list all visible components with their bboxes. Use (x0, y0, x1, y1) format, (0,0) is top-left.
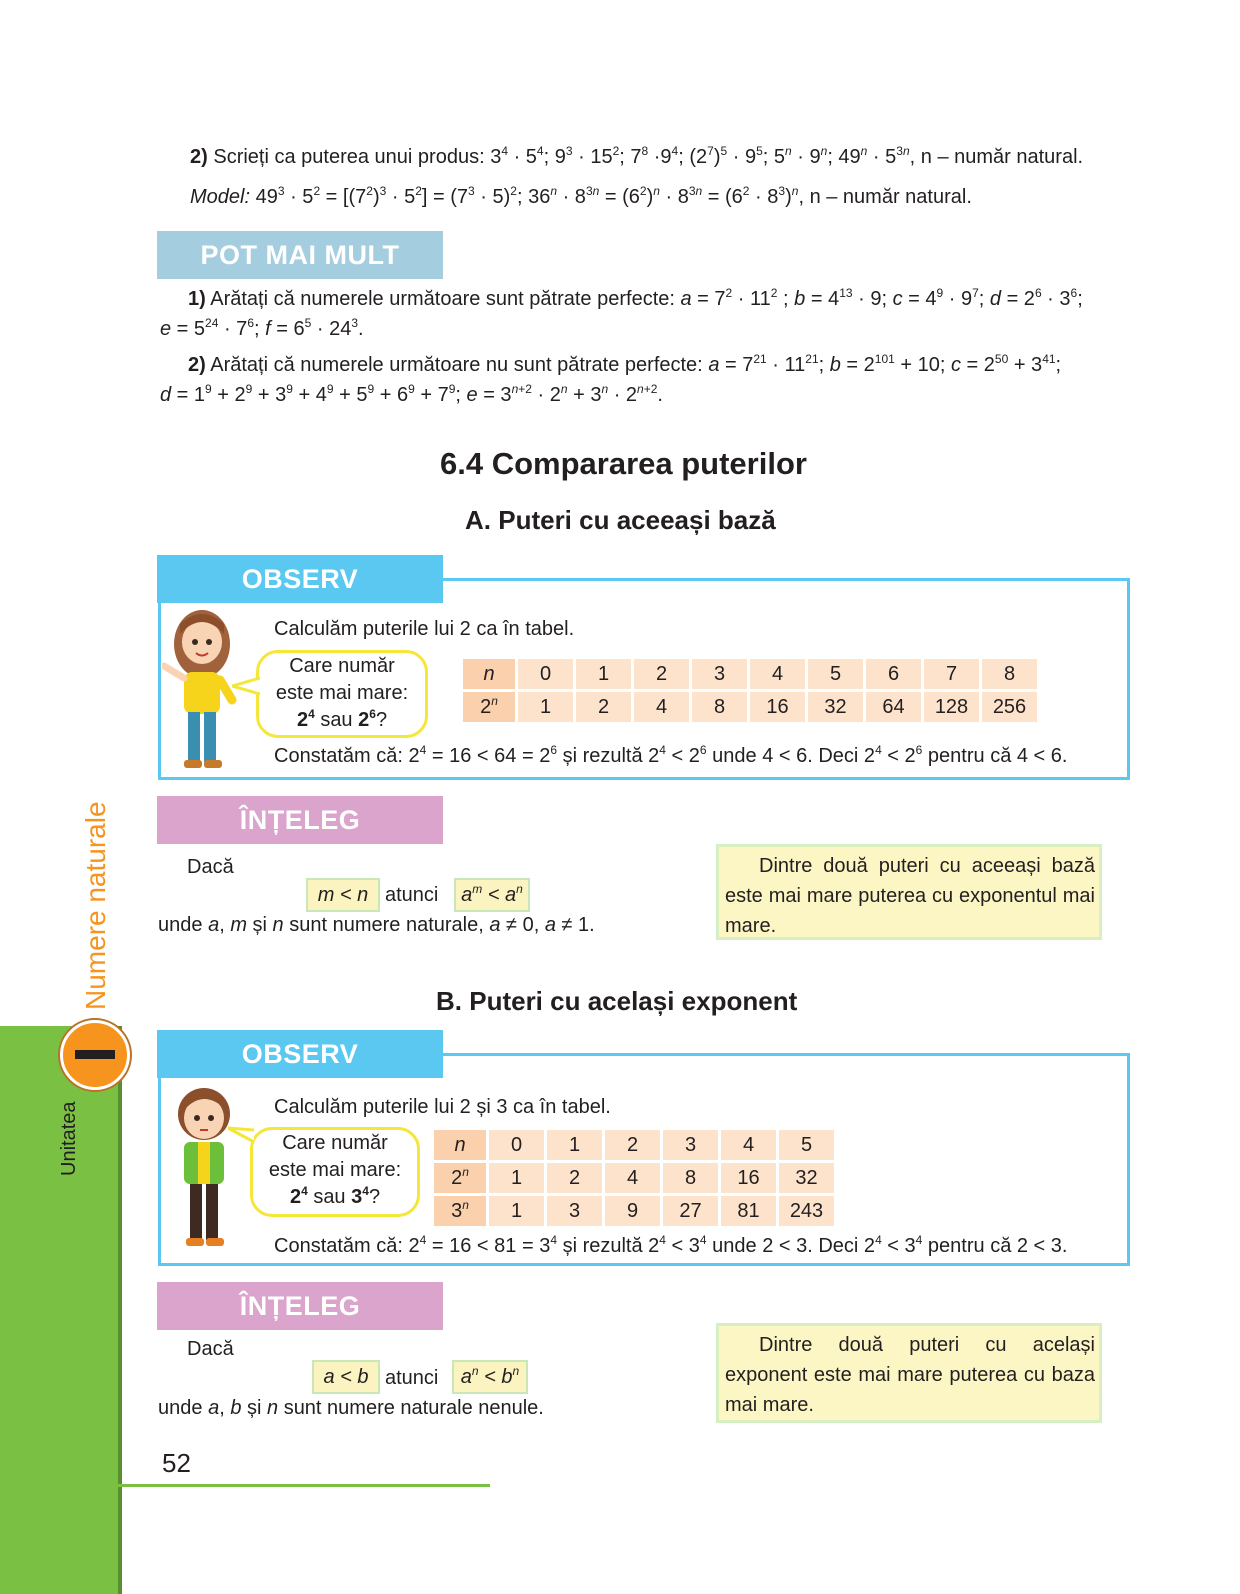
table-cell: 128 (924, 692, 979, 722)
girl-illustration (162, 604, 242, 772)
table-row (463, 659, 1037, 689)
table-row (434, 1130, 834, 1160)
model-line: Model: $49^3 \cdot 5^2 = [(7^2)^3 \cdot 5^2] = (7^3 \cdot 5)^2$; $36^n \cdot 8^{3n} = (6^2)^n \cdot 8^{3n} = (6^2 \cdot 8^3)^n$, n – număr natural. (190, 184, 972, 208)
table-cell: 2 (576, 692, 631, 722)
table-cell: 256 (982, 692, 1037, 722)
table-row (434, 1163, 834, 1193)
inteleg-a-daca: Dacă (187, 856, 234, 878)
table-cell: 2$^n$ (434, 1163, 486, 1193)
table-cell: 243 (779, 1196, 834, 1226)
table-cell: 5 (779, 1130, 834, 1160)
inteleg-a-atunci: atunci (385, 884, 439, 906)
table-cell: 1 (518, 692, 573, 722)
observ-b-conclusion: Constatăm că: $2^4 = 16 < 81 = 3^4$ și rezultă $2^4 < 3^4$ unde 2 < 3. Deci $2^4 < 3^4$ pentru că 2 < 3. (274, 1233, 1068, 1257)
table-cell: 2 (547, 1163, 602, 1193)
inteleg-a-result: $a^m < a^n$ (454, 878, 530, 912)
table-cell: 3 (547, 1196, 602, 1226)
section-title: 6.4 Compararea puterilor (440, 446, 807, 481)
table-cell: 16 (750, 692, 805, 722)
table-cell: 4 (750, 659, 805, 689)
observ-b-bubble: Care număr este mai mare: $2^4$ sau $3^4$? (250, 1127, 420, 1217)
table-cell: 1 (547, 1130, 602, 1160)
powers-of-2-and-3-table (431, 1127, 837, 1229)
table-cell: 27 (663, 1196, 718, 1226)
pmm-ex1-cont: $e = 5^{24} \cdot 7^6$; $f = 6^5 \cdot 24^3$. (160, 316, 364, 340)
table-cell: 6 (866, 659, 921, 689)
observ-b-banner: OBSERV (157, 1030, 443, 1078)
table-cell: 8 (982, 659, 1037, 689)
table-cell: 2$^n$ (463, 692, 515, 722)
subsection-a: A. Puteri cu aceeași bază (465, 505, 776, 535)
inteleg-a-rule: Dintre două puteri cu aceeași bază este mai mare puterea cu exponentul mai mare. (716, 844, 1102, 940)
pmm-ex2-cont: $d = 1^9 + 2^9 + 3^9 + 4^9 + 5^9 + 6^9 + 7^9$; $e = 3^{n+2} \cdot 2^n + 3^n \cdot 2^{n+2}$. (160, 382, 663, 406)
table-cell: 0 (489, 1130, 544, 1160)
table-cell: 7 (924, 659, 979, 689)
table-cell: 2 (634, 659, 689, 689)
table-cell: 1 (489, 1163, 544, 1193)
table-cell: 0 (518, 659, 573, 689)
table-cell: 9 (605, 1196, 660, 1226)
observ-a-conclusion: Constatăm că: $2^4 = 16 < 64 = 2^6$ și rezultă $2^4 < 2^6$ unde 4 < 6. Deci $2^4 < 2^6$ pentru că 4 < 6. (274, 743, 1068, 767)
table-cell: 4 (721, 1130, 776, 1160)
footer-rule (118, 1484, 490, 1487)
boy-illustration (172, 1086, 238, 1250)
table-cell: 3 (692, 659, 747, 689)
table-cell: n (463, 659, 515, 689)
observ-a-banner: OBSERV (157, 555, 443, 603)
pot-mai-mult-banner: POT MAI MULT (157, 231, 443, 279)
inteleg-b-banner: ÎNȚELEG (157, 1282, 443, 1330)
table-cell: 4 (605, 1163, 660, 1193)
table-cell: 5 (808, 659, 863, 689)
table-cell: 2 (605, 1130, 660, 1160)
table-cell: 64 (866, 692, 921, 722)
inteleg-b-rule: Dintre două puteri cu același exponent este mai mare puterea cu baza mai mare. (716, 1323, 1102, 1423)
table-cell: 32 (808, 692, 863, 722)
table-cell: 4 (634, 692, 689, 722)
table-cell: 16 (721, 1163, 776, 1193)
observ-a-intro: Calculăm puterile lui 2 ca în tabel. (274, 618, 575, 640)
table-row (434, 1196, 834, 1226)
inteleg-b-result: $a^n < b^n$ (452, 1360, 528, 1394)
table-cell: 1 (489, 1196, 544, 1226)
inteleg-a-banner: ÎNȚELEG (157, 796, 443, 844)
observ-b-intro: Calculăm puterile lui 2 și 3 ca în tabel. (274, 1096, 611, 1118)
inteleg-b-condition: a < b (312, 1360, 380, 1394)
table-cell: 1 (576, 659, 631, 689)
pmm-ex2: 2) Arătați că numerele următoare nu sunt pătrate perfecte: $a = 7^{21} \cdot 11^{21}$; $b = 2^{101} + 10$; $c = 2^{50} + 3^{41}$; (188, 352, 1062, 376)
exercise-2: 2) Scrieți ca puterea unui produs: $3^4 \cdot 5^4$; $9^3 \cdot 15^2$; $7^8 \cdot 9^4$; $(2^7)^5 \cdot 9^5$; $5^n \cdot 9^n$; $49^n \cdot 5^{3n}$, n – număr natural. (190, 144, 1084, 168)
inteleg-b-daca: Dacă (187, 1338, 234, 1360)
page-number: 52 (162, 1448, 191, 1478)
table-cell: 81 (721, 1196, 776, 1226)
inteleg-a-condition: m < n (306, 878, 380, 912)
table-cell: n (434, 1130, 486, 1160)
inteleg-a-where: unde a, m și n sunt numere naturale, a ≠ 0, a ≠ 1. (158, 914, 595, 936)
pmm-ex1: 1) Arătați că numerele următoare sunt pătrate perfecte: $a = 7^2 \cdot 11^2$ ; $b = 4^{13} \cdot 9$; $c = 4^9 \cdot 9^7$; $d = 2^6 \cdot 3^6$; (188, 286, 1083, 310)
table-cell: 8 (692, 692, 747, 722)
inteleg-b-atunci: atunci (385, 1367, 439, 1389)
observ-a-bubble: Care număr este mai mare: $2^4$ sau $2^6$? (256, 650, 428, 738)
table-cell: 8 (663, 1163, 718, 1193)
table-cell: 3 (663, 1130, 718, 1160)
table-cell: 32 (779, 1163, 834, 1193)
subsection-b: B. Puteri cu același exponent (436, 986, 798, 1016)
unit-label: Unitatea (58, 1101, 80, 1176)
inteleg-b-where: unde a, b și n sunt numere naturale nenule. (158, 1397, 544, 1419)
table-row (463, 692, 1037, 722)
chapter-label: Numere naturale (80, 801, 111, 1010)
table-cell: 3$^n$ (434, 1196, 486, 1226)
powers-of-2-table (460, 656, 1040, 725)
